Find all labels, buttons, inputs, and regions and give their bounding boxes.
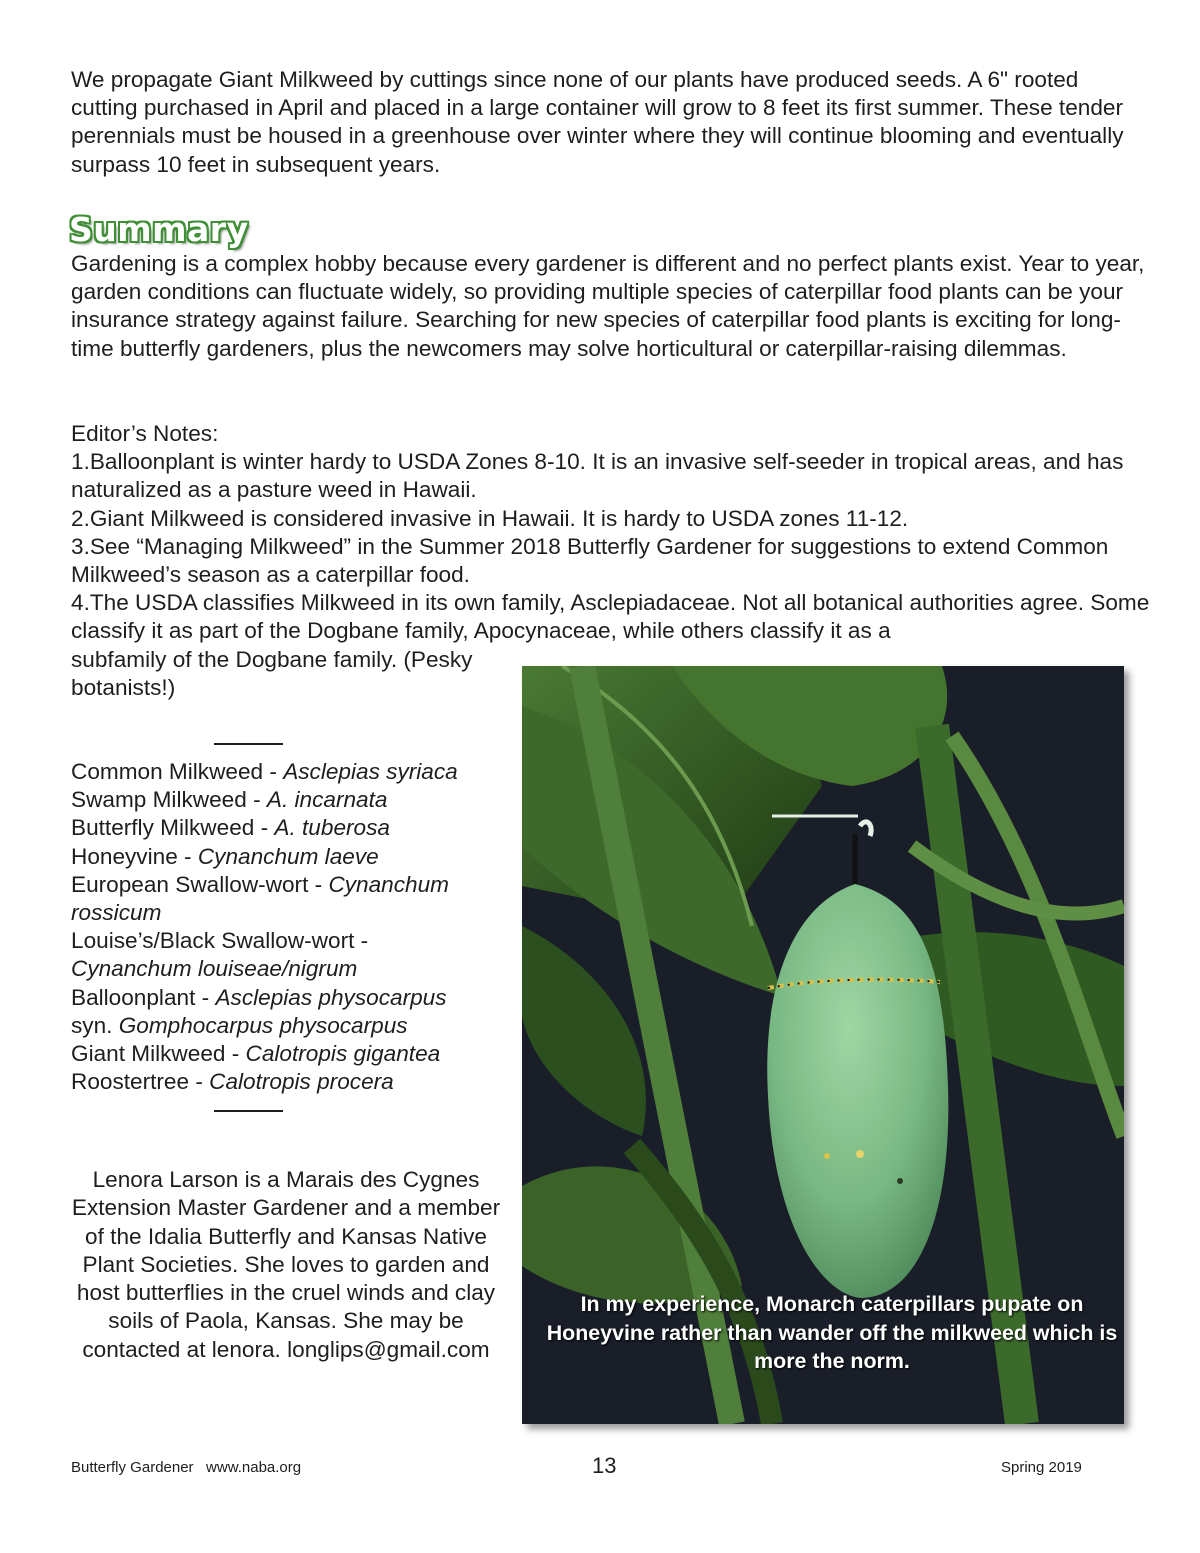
species-item: Giant Milkweed - Calotropis gigantea bbox=[71, 1041, 441, 1067]
species-item: Balloonplant - Asclepias physocarpus bbox=[71, 984, 447, 1010]
editor-note-1: 1.Balloonplant is winter hardy to USDA Zones 8-10. It is an invasive self-seeder in tropical areas, and has naturalized as a pasture weed in Hawaii. bbox=[71, 449, 1124, 503]
divider-bottom bbox=[214, 1110, 283, 1112]
summary-paragraph: Gardening is a complex hobby because every gardener is different and no perfect plants exist. Year to year, garden conditions can fluctuate widely, so providing multiple species of caterpillar food plants can be your insurance strategy against failure. Searching for new species of caterpillar food plants is exciting for long-time butterfly gardeners, plus the newcomers may solve horticultural or caterpillar-raising dilemmas. bbox=[71, 251, 1145, 361]
footer-issue: Spring 2019 bbox=[1001, 1459, 1082, 1476]
species-item-cont: rossicum bbox=[71, 900, 162, 926]
author-bio: Lenora Larson is a Marais des Cygnes Extension Master Gardener and a member of the Idalia Butterfly and Kansas Native Plant Societies. She loves to garden and host butterflies in the cruel winds and clay soils of Paola, Kansas. She may be contacted at lenora. longlips@gmail.com bbox=[71, 1167, 501, 1362]
divider-top bbox=[214, 743, 283, 745]
intro-paragraph: We propagate Giant Milkweed by cuttings since none of our plants have produced seeds. A 6" rooted cutting purchased in April and placed in a large container will grow to 8 feet its first summer. These tender perennials must be housed in a greenhouse over winter where they will continue blooming and eventually surpass 10 feet in subsequent years. bbox=[71, 67, 1124, 177]
editor-notes bbox=[71, 420, 1151, 702]
editor-note-4-end: botanists!) bbox=[71, 674, 176, 700]
species-item: Honeyvine - Cynanchum laeve bbox=[71, 843, 379, 869]
photo-caption: In my experience, Monarch caterpillars pupate on Honeyvine rather than wander off the milkweed which is more the norm. bbox=[546, 1292, 1118, 1374]
summary-heading: Summary bbox=[69, 210, 249, 249]
species-item: European Swallow-wort - Cynanchum bbox=[71, 871, 449, 897]
footer-publication: Butterfly Gardener www.naba.org bbox=[71, 1459, 302, 1476]
page-number: 13 bbox=[592, 1453, 617, 1478]
editor-note-4: 4.The USDA classifies Milkweed in its own family, Asclepiadaceae. Not all botanical authorities agree. Some classify it as part of the Dogbane family, Apocynaceae, while others classify it as a bbox=[71, 590, 1150, 644]
species-item: Louise’s/Black Swallow-wort - bbox=[71, 928, 369, 954]
species-item-cont: Cynanchum louiseae/nigrum bbox=[71, 956, 358, 982]
species-item: Common Milkweed - Asclepias syriaca bbox=[71, 759, 458, 784]
species-item: Butterfly Milkweed - A. tuberosa bbox=[71, 815, 390, 841]
species-item: syn. Gomphocarpus physocarpus bbox=[71, 1012, 408, 1038]
species-list bbox=[71, 758, 511, 1096]
editor-note-4-cont: subfamily of the Dogbane family. (Pesky bbox=[71, 646, 473, 672]
editor-notes-title: Editor’s Notes: bbox=[71, 421, 219, 446]
editor-note-3: 3.See “Managing Milkweed” in the Summer 2018 Butterfly Gardener for suggestions to extend Common Milkweed’s season as a caterpillar food. bbox=[71, 533, 1109, 588]
species-item: Swamp Milkweed - A. incarnata bbox=[71, 787, 388, 813]
editor-note-2: 2.Giant Milkweed is considered invasive in Hawaii. It is hardy to USDA zones 11-12. bbox=[71, 505, 909, 531]
species-item: Roostertree - Calotropis procera bbox=[71, 1069, 394, 1095]
